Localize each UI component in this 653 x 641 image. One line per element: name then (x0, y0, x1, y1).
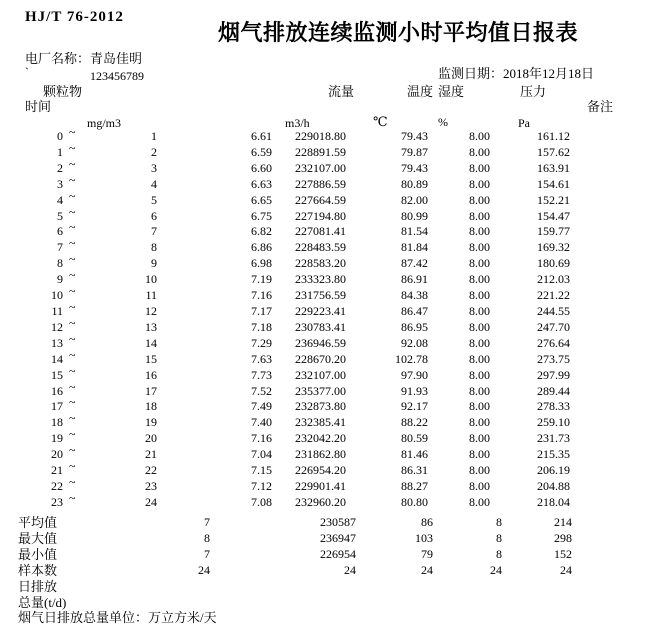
pm-value: 7.12 (251, 479, 272, 493)
humidity-value: 8.00 (469, 447, 490, 461)
flow-value: 230783.41 (295, 320, 346, 334)
hour-from: 12 (51, 320, 63, 334)
hour-to: 20 (145, 431, 157, 445)
tilde-mark: ~ (69, 173, 76, 187)
summary-flow-value: 24 (344, 563, 356, 577)
summary-temp-value: 24 (421, 563, 433, 577)
summary-humidity-value: 8 (496, 547, 502, 561)
table-row (0, 173, 653, 194)
humidity-value: 8.00 (469, 495, 490, 509)
hour-to: 11 (145, 288, 157, 302)
tilde-mark: ~ (69, 475, 76, 489)
pressure-value: 297.99 (537, 368, 570, 382)
pressure-value: 289.44 (537, 384, 570, 398)
flow-value: 226954.20 (295, 463, 346, 477)
hour-from: 1 (57, 145, 63, 159)
tilde-mark: ~ (69, 332, 76, 346)
tilde-mark: ~ (69, 395, 76, 409)
pressure-value: 159.77 (537, 224, 570, 238)
pressure-value: 231.73 (537, 431, 570, 445)
column-header-humidity: 湿度 (438, 84, 465, 99)
humidity-value: 8.00 (469, 336, 490, 350)
hour-from: 20 (51, 447, 63, 461)
column-header-pm: 颗粒物 (43, 84, 83, 99)
monitoring-date-label: 监测日期：2018年12月18日 (438, 66, 595, 81)
temp-value: 80.89 (401, 177, 428, 191)
temp-value: 88.27 (401, 479, 428, 493)
pm-value: 6.86 (251, 240, 272, 254)
hour-to: 8 (151, 240, 157, 254)
flow-value: 227886.59 (295, 177, 346, 191)
summary-label: 平均值 (18, 515, 58, 530)
hour-to: 9 (151, 256, 157, 270)
table-row (0, 332, 653, 353)
hour-to: 19 (145, 415, 157, 429)
temp-value: 80.80 (401, 495, 428, 509)
summary-label: 样本数 (18, 563, 58, 578)
pressure-value: 212.03 (537, 272, 570, 286)
table-row (0, 491, 653, 512)
flow-value: 229018.80 (295, 129, 346, 143)
tilde-mark: ~ (69, 411, 76, 425)
summary-row (0, 532, 653, 548)
pressure-value: 180.69 (537, 256, 570, 270)
pm-value: 7.16 (251, 431, 272, 445)
hour-to: 15 (145, 352, 157, 366)
hour-to: 18 (145, 399, 157, 413)
flow-value: 229223.41 (295, 304, 346, 318)
pressure-value: 161.12 (537, 129, 570, 143)
summary-pressure-value: 214 (554, 515, 572, 529)
table-row (0, 157, 653, 178)
temp-value: 81.54 (401, 224, 428, 238)
pressure-value: 169.32 (537, 240, 570, 254)
plant-code: 123456789 (90, 69, 144, 83)
summary-pm-value: 24 (198, 563, 210, 577)
pm-value: 7.17 (251, 304, 272, 318)
humidity-value: 8.00 (469, 129, 490, 143)
pressure-value: 247.70 (537, 320, 570, 334)
pm-value: 7.04 (251, 447, 272, 461)
temp-value: 79.43 (401, 129, 428, 143)
pm-value: 7.08 (251, 495, 272, 509)
summary-pm-value: 8 (204, 531, 210, 545)
pm-value: 7.16 (251, 288, 272, 302)
temp-value: 102.78 (395, 352, 428, 366)
pressure-value: 154.47 (537, 209, 570, 223)
hour-to: 6 (151, 209, 157, 223)
summary-row (0, 548, 653, 564)
flow-value: 232042.20 (295, 431, 346, 445)
tilde-mark: ~ (69, 427, 76, 441)
footer-note: 烟气日排放总量单位：万立方米/天 (18, 610, 217, 625)
table-row (0, 316, 653, 337)
table-row (0, 268, 653, 289)
tilde-mark: ~ (69, 205, 76, 219)
summary-humidity-value: 8 (496, 531, 502, 545)
pm-value: 7.29 (251, 336, 272, 350)
summary-label: 日排放 (18, 579, 58, 594)
hour-to: 16 (145, 368, 157, 382)
pressure-value: 259.10 (537, 415, 570, 429)
hour-from: 3 (57, 177, 63, 191)
hour-to: 10 (145, 272, 157, 286)
table-row (0, 236, 653, 257)
hour-from: 16 (51, 384, 63, 398)
humidity-value: 8.00 (469, 240, 490, 254)
humidity-value: 8.00 (469, 209, 490, 223)
tick-mark: ` (25, 65, 29, 79)
summary-label: 总量(t/d) (18, 595, 67, 610)
humidity-value: 8.00 (469, 368, 490, 382)
summary-pressure-value: 24 (560, 563, 572, 577)
hour-from: 11 (51, 304, 63, 318)
flow-value: 232107.00 (295, 161, 346, 175)
tilde-mark: ~ (69, 189, 76, 203)
table-row (0, 475, 653, 496)
pm-value: 7.15 (251, 463, 272, 477)
temp-value: 86.47 (401, 304, 428, 318)
unit-pm: mg/m3 (87, 116, 122, 130)
humidity-value: 8.00 (469, 288, 490, 302)
hour-from: 10 (51, 288, 63, 302)
table-row (0, 141, 653, 162)
flow-value: 227194.80 (295, 209, 346, 223)
temp-value: 86.31 (401, 463, 428, 477)
unit-temp: ℃ (373, 114, 388, 129)
humidity-value: 8.00 (469, 399, 490, 413)
pm-value: 7.49 (251, 399, 272, 413)
flow-value: 232960.20 (295, 495, 346, 509)
flow-value: 228670.20 (295, 352, 346, 366)
hour-from: 2 (57, 161, 63, 175)
humidity-value: 8.00 (469, 463, 490, 477)
summary-flow-value: 230587 (320, 515, 356, 529)
summary-pressure-value: 298 (554, 531, 572, 545)
hour-from: 18 (51, 415, 63, 429)
temp-value: 86.95 (401, 320, 428, 334)
temp-value: 79.43 (401, 161, 428, 175)
pressure-value: 276.64 (537, 336, 570, 350)
table-row (0, 348, 653, 369)
unit-pressure: Pa (518, 116, 530, 130)
column-header-pressure: 压力 (520, 84, 547, 99)
tilde-mark: ~ (69, 348, 76, 362)
hour-from: 5 (57, 209, 63, 223)
page-title: 烟气排放连续监测小时平均值日报表 (218, 20, 579, 45)
flow-value: 231756.59 (295, 288, 346, 302)
temp-value: 92.08 (401, 336, 428, 350)
humidity-value: 8.00 (469, 304, 490, 318)
humidity-value: 8.00 (469, 415, 490, 429)
tilde-mark: ~ (69, 491, 76, 505)
flow-value: 235377.00 (295, 384, 346, 398)
hour-to: 24 (145, 495, 157, 509)
pm-value: 7.40 (251, 415, 272, 429)
summary-pm-value: 7 (204, 547, 210, 561)
tilde-mark: ~ (69, 220, 76, 234)
temp-value: 86.91 (401, 272, 428, 286)
table-row (0, 459, 653, 480)
hour-to: 13 (145, 320, 157, 334)
flow-value: 227081.41 (295, 224, 346, 238)
hour-to: 2 (151, 145, 157, 159)
summary-humidity-value: 8 (496, 515, 502, 529)
tilde-mark: ~ (69, 316, 76, 330)
table-row (0, 220, 653, 241)
pm-value: 6.63 (251, 177, 272, 191)
table-row (0, 427, 653, 448)
temp-value: 80.99 (401, 209, 428, 223)
summary-temp-value: 79 (421, 547, 433, 561)
hour-from: 7 (57, 240, 63, 254)
pm-value: 7.18 (251, 320, 272, 334)
flow-value: 233323.80 (295, 272, 346, 286)
hour-to: 3 (151, 161, 157, 175)
hour-from: 17 (51, 399, 63, 413)
temp-value: 81.46 (401, 447, 428, 461)
pm-value: 7.63 (251, 352, 272, 366)
table-row (0, 395, 653, 416)
summary-flow-value: 236947 (320, 531, 356, 545)
unit-humidity: % (438, 115, 448, 129)
humidity-value: 8.00 (469, 352, 490, 366)
temp-value: 87.42 (401, 256, 428, 270)
hour-from: 14 (51, 352, 63, 366)
hour-to: 22 (145, 463, 157, 477)
tilde-mark: ~ (69, 443, 76, 457)
table-row (0, 364, 653, 385)
table-row (0, 189, 653, 210)
summary-pressure-value: 152 (554, 547, 572, 561)
table-row (0, 125, 653, 146)
pressure-value: 152.21 (537, 193, 570, 207)
pm-value: 7.73 (251, 368, 272, 382)
hour-to: 14 (145, 336, 157, 350)
hour-to: 4 (151, 177, 157, 191)
column-header-remark: 备注 (587, 99, 614, 114)
pressure-value: 278.33 (537, 399, 570, 413)
column-header-temp: 温度 (407, 84, 434, 99)
temp-value: 82.00 (401, 193, 428, 207)
pressure-value: 204.88 (537, 479, 570, 493)
hour-from: 13 (51, 336, 63, 350)
flow-value: 227664.59 (295, 193, 346, 207)
temp-value: 84.38 (401, 288, 428, 302)
table-row (0, 252, 653, 273)
pressure-value: 215.35 (537, 447, 570, 461)
humidity-value: 8.00 (469, 177, 490, 191)
pressure-value: 218.04 (537, 495, 570, 509)
tilde-mark: ~ (69, 125, 76, 139)
flow-value: 232873.80 (295, 399, 346, 413)
table-row (0, 443, 653, 464)
unit-flow: m3/h (285, 116, 310, 130)
summary-label: 最大值 (18, 531, 58, 546)
tilde-mark: ~ (69, 236, 76, 250)
humidity-value: 8.00 (469, 384, 490, 398)
pressure-value: 157.62 (537, 145, 570, 159)
tilde-mark: ~ (69, 459, 76, 473)
flow-value: 228583.20 (295, 256, 346, 270)
pm-value: 6.65 (251, 193, 272, 207)
temp-value: 80.59 (401, 431, 428, 445)
standard-label: HJ/T 76-2012 (25, 9, 124, 25)
pressure-value: 273.75 (537, 352, 570, 366)
temp-value: 81.84 (401, 240, 428, 254)
flow-value: 232107.00 (295, 368, 346, 382)
pressure-value: 206.19 (537, 463, 570, 477)
humidity-value: 8.00 (469, 431, 490, 445)
tilde-mark: ~ (69, 268, 76, 282)
pm-value: 7.19 (251, 272, 272, 286)
temp-value: 79.87 (401, 145, 428, 159)
pm-value: 6.75 (251, 209, 272, 223)
humidity-value: 8.00 (469, 161, 490, 175)
summary-temp-value: 103 (415, 531, 433, 545)
hour-to: 21 (145, 447, 157, 461)
humidity-value: 8.00 (469, 479, 490, 493)
hour-to: 7 (151, 224, 157, 238)
flow-value: 231862.80 (295, 447, 346, 461)
pm-value: 6.61 (251, 129, 272, 143)
plant-name-label: 电厂名称：青岛佳明 (25, 51, 143, 66)
pressure-value: 244.55 (537, 304, 570, 318)
flow-value: 236946.59 (295, 336, 346, 350)
tilde-mark: ~ (69, 157, 76, 171)
flow-value: 228891.59 (295, 145, 346, 159)
temp-value: 97.90 (401, 368, 428, 382)
pressure-value: 221.22 (537, 288, 570, 302)
temp-value: 92.17 (401, 399, 428, 413)
hour-from: 15 (51, 368, 63, 382)
tilde-mark: ~ (69, 380, 76, 394)
hour-from: 22 (51, 479, 63, 493)
tilde-mark: ~ (69, 284, 76, 298)
summary-humidity-value: 24 (490, 563, 502, 577)
hour-from: 8 (57, 256, 63, 270)
pm-value: 6.59 (251, 145, 272, 159)
summary-pm-value: 7 (204, 515, 210, 529)
humidity-value: 8.00 (469, 193, 490, 207)
summary-row (0, 516, 653, 532)
table-row (0, 411, 653, 432)
column-header-flow: 流量 (328, 84, 355, 99)
hour-from: 0 (57, 129, 63, 143)
column-header-time: 时间 (25, 99, 52, 114)
hour-from: 4 (57, 193, 63, 207)
tilde-mark: ~ (69, 300, 76, 314)
pressure-value: 163.91 (537, 161, 570, 175)
table-row (0, 300, 653, 321)
hour-to: 12 (145, 304, 157, 318)
pm-value: 6.98 (251, 256, 272, 270)
summary-temp-value: 86 (421, 515, 433, 529)
hour-from: 21 (51, 463, 63, 477)
humidity-value: 8.00 (469, 256, 490, 270)
summary-row (0, 564, 653, 580)
summary-flow-value: 226954 (320, 547, 356, 561)
pressure-value: 154.61 (537, 177, 570, 191)
hour-to: 17 (145, 384, 157, 398)
hour-to: 5 (151, 193, 157, 207)
pm-value: 6.60 (251, 161, 272, 175)
tilde-mark: ~ (69, 252, 76, 266)
humidity-value: 8.00 (469, 272, 490, 286)
pm-value: 6.82 (251, 224, 272, 238)
flow-value: 232385.41 (295, 415, 346, 429)
temp-value: 91.93 (401, 384, 428, 398)
tilde-mark: ~ (69, 364, 76, 378)
summary-row (0, 580, 653, 596)
tilde-mark: ~ (69, 141, 76, 155)
temp-value: 88.22 (401, 415, 428, 429)
hour-to: 1 (151, 129, 157, 143)
hour-from: 23 (51, 495, 63, 509)
hour-to: 23 (145, 479, 157, 493)
hour-from: 19 (51, 431, 63, 445)
humidity-value: 8.00 (469, 320, 490, 334)
humidity-value: 8.00 (469, 145, 490, 159)
hour-from: 6 (57, 224, 63, 238)
summary-label: 最小值 (18, 547, 58, 562)
table-row (0, 284, 653, 305)
flow-value: 228483.59 (295, 240, 346, 254)
flow-value: 229901.41 (295, 479, 346, 493)
pm-value: 7.52 (251, 384, 272, 398)
hour-from: 9 (57, 272, 63, 286)
humidity-value: 8.00 (469, 224, 490, 238)
